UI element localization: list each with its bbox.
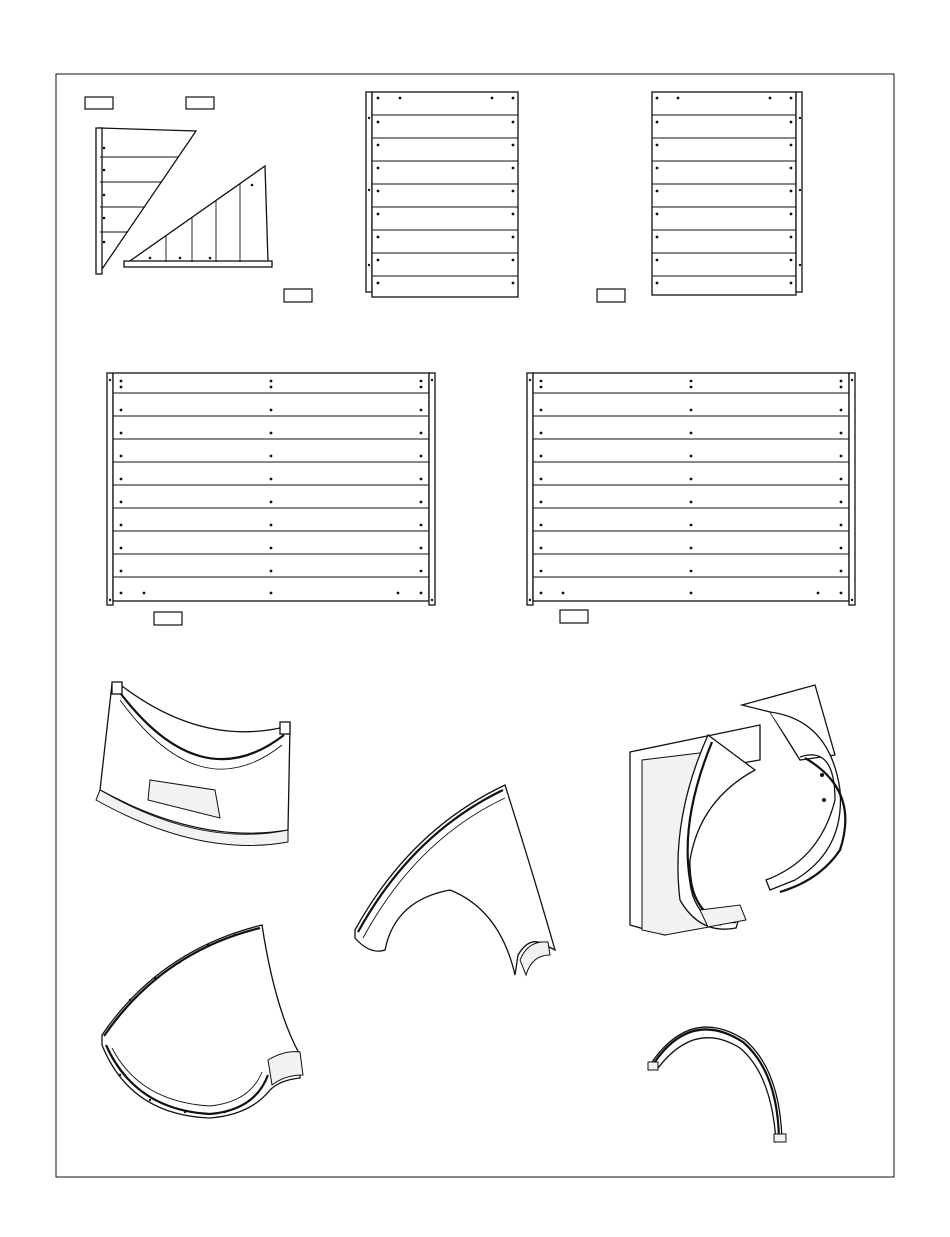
part-label-box — [284, 289, 312, 302]
panel-side-rail — [366, 92, 372, 292]
quarter-curve-top — [355, 785, 555, 975]
panel-side-rail — [527, 373, 533, 605]
part-label-box — [154, 612, 182, 625]
panel-body — [113, 373, 429, 601]
tall-panel-left — [366, 92, 518, 297]
panel-side-rail — [849, 373, 855, 605]
panel-body — [533, 373, 849, 601]
panel-body — [652, 92, 796, 295]
part-label-box — [186, 97, 214, 109]
part-label-box — [85, 97, 113, 109]
triangle-base-rail — [124, 261, 272, 267]
tall-panel-right — [597, 92, 802, 302]
wide-panel-left — [107, 373, 435, 625]
curved-hood — [96, 682, 290, 845]
panel-body — [372, 92, 518, 297]
triangle-panel-set — [85, 97, 312, 302]
panel-side-rail — [107, 373, 113, 605]
quarter-curve-bottom — [102, 925, 303, 1118]
wide-panel-right — [527, 373, 855, 623]
panel-side-rail — [796, 92, 802, 292]
part-label-box — [560, 610, 588, 623]
triangle-edge-rail — [96, 128, 102, 274]
curved-rail — [648, 1027, 786, 1142]
quarter-curve-body — [102, 925, 300, 1118]
panel-side-rail — [429, 373, 435, 605]
spiral-section — [630, 685, 845, 935]
quarter-curve-body — [355, 785, 555, 975]
part-label-box — [597, 289, 625, 302]
